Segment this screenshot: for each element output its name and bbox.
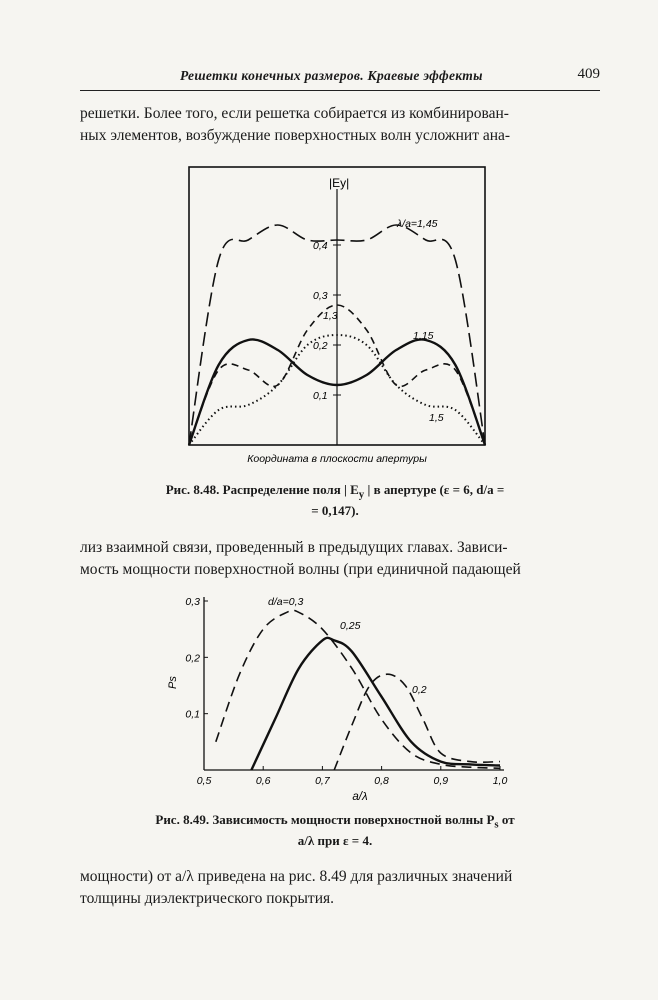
x-tick-label: 0,8 xyxy=(374,775,389,787)
series-label: 0,2 xyxy=(412,684,427,696)
text-line: решетки. Более того, если решетка собирается из комбинирован- xyxy=(80,105,509,122)
figure-8-49-caption xyxy=(100,812,570,849)
caption-text: Рис. 8.48. Распределение поля | E xyxy=(165,482,359,497)
x-tick-label: 0,6 xyxy=(255,775,271,787)
y-axis-label: Ps xyxy=(167,676,179,689)
caption-text-end: | в апертуре (ε = 6, d/a = xyxy=(364,482,505,497)
caption-text: Рис. 8.49. Зависимость мощности поверхностной волны P xyxy=(155,812,495,827)
series-label: 1,5 xyxy=(429,412,444,424)
y-axis-label: |Ey| xyxy=(329,176,350,190)
caption-sub: s xyxy=(494,818,499,831)
caption-line-2: = 0,147). xyxy=(311,502,359,518)
text-line: лиз взаимной связи, проведенный в предыдущих главах. Зависи- xyxy=(80,539,508,556)
series-label: 1,3 xyxy=(323,310,338,322)
text-line: мощности) от a/λ приведена на рис. 8.49 для различных значений xyxy=(80,868,513,885)
header-title: Решетки конечных размеров. Краевые эффекты xyxy=(180,68,483,83)
caption-text-end: от xyxy=(498,812,515,827)
running-header xyxy=(80,68,600,91)
paragraph-2 xyxy=(80,537,600,581)
figure-8-48-caption xyxy=(100,482,570,519)
series-label: d/a=0,3 xyxy=(268,596,304,608)
x-tick-label: 0,7 xyxy=(315,775,330,787)
caption-sub: y xyxy=(358,488,365,501)
y-tick-label: 0,1 xyxy=(313,390,328,402)
series-label: 0,25 xyxy=(340,620,361,632)
x-tick-label: 0,9 xyxy=(433,775,449,787)
x-tick-label: 0,5 xyxy=(196,775,212,787)
text-line: толщины диэлектрического покрытия. xyxy=(80,890,335,907)
figure-8-48 xyxy=(185,163,490,478)
text-line: мость мощности поверхностной волны (при единичной падающей xyxy=(80,561,521,578)
y-tick-label: 0,2 xyxy=(313,340,328,352)
page-number: 409 xyxy=(577,66,600,82)
x-tick-label: 1,0 xyxy=(492,775,508,787)
y-tick-label: 0,1 xyxy=(185,708,200,721)
text-line: ных элементов, возбуждение поверхностных волн усложнит ана- xyxy=(80,127,511,144)
figure-8-49-chart xyxy=(160,585,525,805)
series-label: λ/a=1,45 xyxy=(397,218,438,230)
y-tick-label: 0,4 xyxy=(313,240,328,252)
x-axis-label: a/λ xyxy=(352,791,368,803)
figure-8-48-chart xyxy=(185,163,490,473)
y-tick-label: 0,3 xyxy=(185,596,200,608)
caption-line-2: a/λ при ε = 4. xyxy=(297,832,373,848)
series-line xyxy=(216,610,500,768)
series-line xyxy=(251,638,500,770)
series-label: 1,15 xyxy=(413,330,434,342)
x-axis-label: Координата в плоскости апертуры xyxy=(247,453,427,465)
y-tick-label: 0,3 xyxy=(313,290,328,302)
figure-8-49 xyxy=(160,585,525,810)
paragraph-3 xyxy=(80,866,600,910)
y-tick-label: 0,2 xyxy=(185,652,200,665)
paragraph-1 xyxy=(80,103,600,147)
